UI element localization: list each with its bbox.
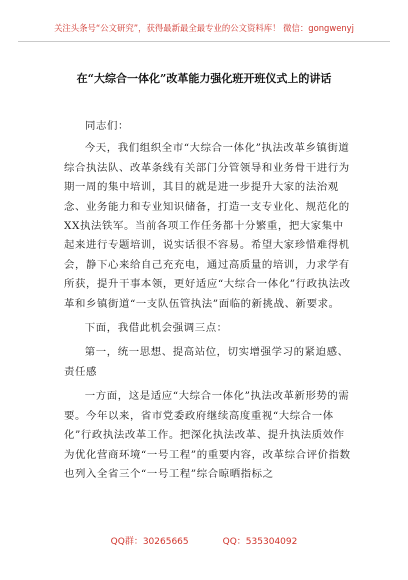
paragraph-intro: 今天，我们组织全市“大综合一体化”执法改革乡镇街道综合执法队、改革条线有关部门分管领导和业务骨干进行为期一周的集中培训，其目的就是进一步提升大家的法治观念、业务能力和专业知识储备，打造一支专业化、规范化的XX执法铁军。当前各项工作任务都十分繁重，把大家集中起来进行专题培训，说实话很不容易。希望大家珍惜难得机会，静下心来给自己充充电，通过高质量的培训，力求学有所获，提升干事本领，更好适应“大综合一体化”行政执法改革和乡镇街道“一支队伍管执法”面临的新挑战、新要求。 <box>64 142 351 310</box>
document-body <box>64 117 352 484</box>
document-title: 在“大综合一体化”改革能力强化班开班仪式上的讲话 <box>76 72 332 85</box>
paragraph-first-point: 一方面，这是适应“大综合一体化”执法改革新形势的需要。今年以来，省市党委政府继续高度重视“大综合一体化”行政执法改革工作。把深化执法改革、提升执法质效作为优化营商环境“一号工程”的重要内容，改革综合评价指数也列入全省三个“一号工程”综合晾晒指标之 <box>64 390 351 480</box>
footer-qq-group: QQ群：30265665 <box>110 537 189 547</box>
greeting: 同志们： <box>85 120 129 132</box>
footer-qq: QQ：535304092 <box>222 537 298 547</box>
header-notice: 关注头条号“公文研究”，获得最新最全最专业的公文资料库！ 微信：gongwenyj <box>54 23 354 33</box>
section-heading-first: 第一，统一思想、提高站位，切实增强学习的紧迫感、责任感 <box>64 346 349 378</box>
footer-contact <box>0 534 408 547</box>
paragraph-lead-in: 下面，我借此机会强调三点： <box>84 322 228 335</box>
header-divider <box>18 41 390 42</box>
